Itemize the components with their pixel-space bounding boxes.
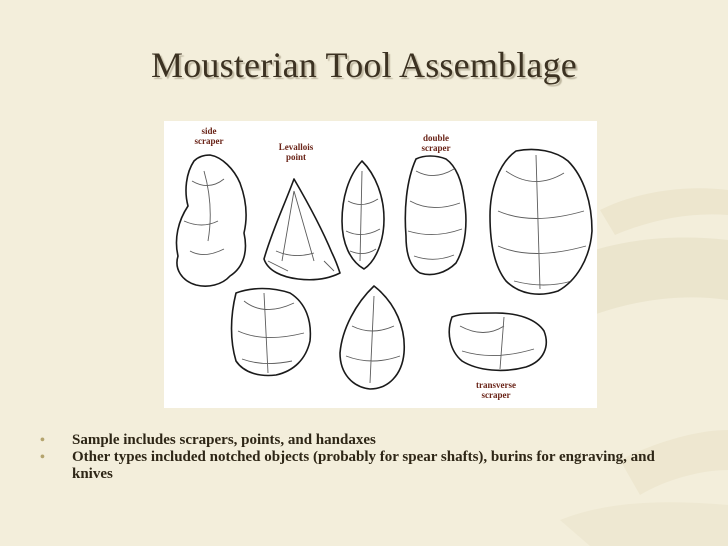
- label-transverse-scraper-text: transverse scraper: [476, 380, 516, 400]
- label-double-scraper-text: double scraper: [421, 133, 451, 153]
- transverse-scraper-drawing: [449, 313, 546, 370]
- label-double-scraper: [410, 133, 462, 153]
- side-scraper-drawing: [176, 155, 246, 286]
- double-scraper-drawing: [405, 156, 466, 275]
- bullet-text: Sample includes scrapers, points, and handaxes: [72, 432, 376, 448]
- label-side-scraper-text: side scraper: [194, 126, 224, 146]
- bullet-text: Other types included notched objects (probably for spear shafts), burins for engraving, and knives: [72, 449, 655, 482]
- label-levallois-point-text: Levallois point: [278, 142, 314, 162]
- point-drawing-1: [342, 161, 384, 269]
- bullet-item-2: [40, 449, 680, 483]
- handaxe-drawing-large: [490, 149, 592, 294]
- label-side-scraper: [184, 126, 234, 146]
- bullet-item-1: [40, 432, 680, 449]
- bullet-list: [40, 432, 680, 483]
- tool-illustration: [164, 121, 597, 408]
- label-transverse-scraper: [464, 380, 528, 400]
- bullet-marker: •: [40, 450, 45, 465]
- scraper-drawing-bottom: [232, 289, 311, 376]
- label-levallois-point: [264, 142, 328, 162]
- stone-tools-drawing: [164, 121, 597, 408]
- slide-title: Mousterian Tool Assemblage: [151, 45, 577, 85]
- bullet-marker: •: [40, 433, 45, 448]
